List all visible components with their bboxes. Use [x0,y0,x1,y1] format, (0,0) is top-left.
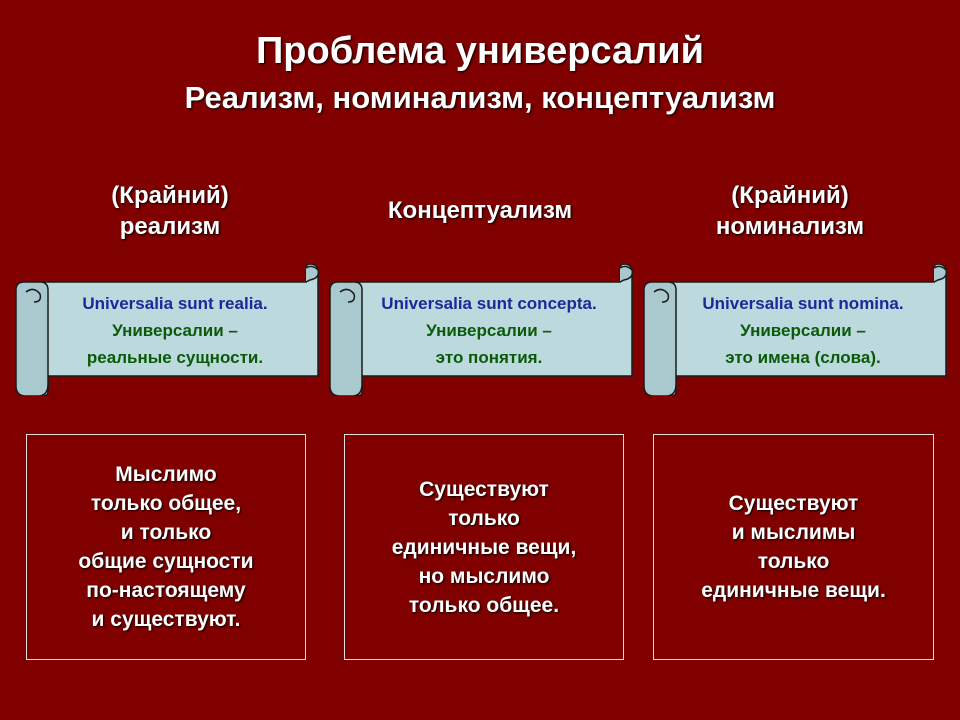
page-subtitle: Реализм, номинализм, концептуализм [184,80,776,115]
box-line: только общее, [90,492,242,515]
latin-motto: Universalia sunt concepta. [381,294,597,313]
heading-line: (Крайний) [111,182,229,209]
box-line: только общее. [408,593,560,617]
russian-line: Универсалии – [740,321,866,340]
box-text [78,460,253,634]
box-nominalism [653,434,934,660]
box-line: но мыслимо [418,564,550,588]
heading-conceptualism [350,195,610,226]
heading-line: номинализм [715,213,865,240]
box-text [392,475,577,620]
heading-nominalism [660,180,920,242]
heading-realism [40,180,300,242]
russian-line: это имена (слова). [725,348,881,367]
russian-line: реальные сущности. [86,348,264,367]
box-line: Существуют [728,492,859,515]
scroll-text [354,290,624,371]
scroll-realism [12,264,322,396]
box-line: единичные вещи, [391,535,577,559]
latin-motto: Universalia sunt realia. [82,294,268,313]
box-line: и существуют. [91,608,241,631]
box-line: Мыслимо [115,463,217,486]
russian-line: это понятия. [435,348,543,367]
latin-motto: Universalia sunt nomina. [702,294,904,313]
box-line: общие сущности [78,550,254,573]
box-line: Существуют [419,477,549,501]
box-text [701,489,886,605]
scroll-conceptualism [326,264,636,396]
box-line: по-настоящему [86,579,246,602]
box-conceptualism [344,434,624,660]
russian-line: Универсалии – [426,321,552,340]
box-line: и только [120,521,212,544]
scroll-nominalism [640,264,950,396]
heading-line: реализм [119,213,221,240]
scroll-text [40,290,310,371]
heading-line: (Крайний) [731,182,849,209]
page-title: Проблема универсалий [255,30,705,72]
scroll-text [668,290,938,371]
heading-line: Концептуализм [387,197,573,224]
box-line: только [448,506,520,530]
box-line: и мыслимы [731,521,856,544]
box-realism [26,434,306,660]
russian-line: Универсалии – [112,321,238,340]
box-line: только [757,550,830,573]
box-line: единичные вещи. [701,579,886,602]
